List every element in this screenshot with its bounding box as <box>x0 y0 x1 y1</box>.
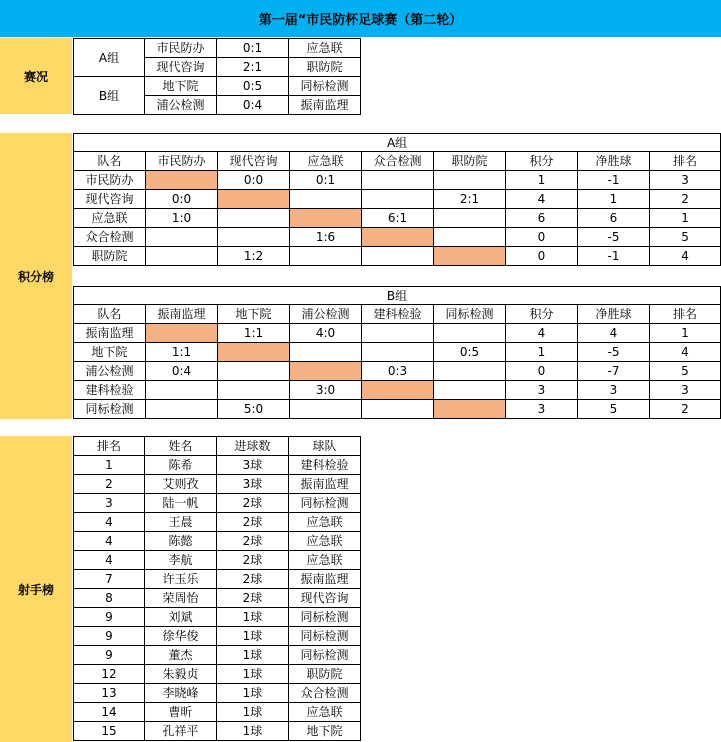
standings-cell <box>362 171 434 190</box>
scorer-row <box>74 494 361 513</box>
standings-cell: 1 <box>506 343 578 362</box>
scorer-name: 朱毅贞 <box>145 665 217 684</box>
header-cell: 球队 <box>289 437 361 456</box>
scorer-name: 董杰 <box>145 646 217 665</box>
team-name-cell: 众合检测 <box>74 228 146 247</box>
standings-cell <box>218 381 290 400</box>
header-cell: 职防院 <box>434 152 506 171</box>
match-away: 应急联 <box>289 39 361 58</box>
standings-cell: 4:0 <box>290 324 362 343</box>
scorer-row <box>74 589 361 608</box>
match-away: 振南监理 <box>289 96 361 115</box>
standings-cell: 1 <box>578 190 650 209</box>
scorer-goals: 3球 <box>217 475 289 494</box>
scorer-row <box>74 475 361 494</box>
top-scorers-table <box>73 436 361 741</box>
standings-cell: 0 <box>506 228 578 247</box>
scorer-row <box>74 608 361 627</box>
header-cell: 进球数 <box>217 437 289 456</box>
scorer-rank: 9 <box>74 608 145 627</box>
scorer-team: 同标检测 <box>289 608 361 627</box>
standings-cell <box>146 228 218 247</box>
scorer-goals: 2球 <box>217 532 289 551</box>
scorer-row <box>74 570 361 589</box>
team-name-cell: 建科检验 <box>74 381 146 400</box>
team-name-cell: 市民防办 <box>74 171 146 190</box>
standings-cell: 1 <box>506 171 578 190</box>
standings-cell: 4 <box>506 190 578 209</box>
standings-cell <box>434 400 506 419</box>
standings-cell: 5 <box>650 362 721 381</box>
scorer-team: 应急联 <box>289 551 361 570</box>
standings-cell: 3 <box>650 381 721 400</box>
scorer-team: 现代咨询 <box>289 589 361 608</box>
section-label-scorers: 射手榜 <box>0 436 72 742</box>
scorer-rank: 9 <box>74 627 145 646</box>
standings-cell <box>218 209 290 228</box>
scorer-name: 荣周怡 <box>145 589 217 608</box>
standings-cell: 3:0 <box>290 381 362 400</box>
standings-cell: 5:0 <box>218 400 290 419</box>
standings-cell <box>362 247 434 266</box>
standings-cell: 4 <box>506 324 578 343</box>
header-cell: 排名 <box>650 152 721 171</box>
standings-cell <box>362 381 434 400</box>
standings-cell <box>434 209 506 228</box>
scorer-team: 众合检测 <box>289 684 361 703</box>
match-away: 职防院 <box>289 58 361 77</box>
scorer-row <box>74 646 361 665</box>
scorer-team: 振南监理 <box>289 475 361 494</box>
scorer-goals: 2球 <box>217 551 289 570</box>
header-cell: 排名 <box>650 305 721 324</box>
standings-row <box>74 324 721 343</box>
group-a-standings-table <box>73 133 721 266</box>
standings-row <box>74 362 721 381</box>
header-cell: 净胜球 <box>578 305 650 324</box>
standings-cell: 6 <box>578 209 650 228</box>
match-score: 0:5 <box>217 77 289 96</box>
standings-cell: 0:0 <box>146 190 218 209</box>
scorer-team: 同标检测 <box>289 646 361 665</box>
scorer-team: 应急联 <box>289 513 361 532</box>
standings-cell: 4 <box>650 343 721 362</box>
scorer-row <box>74 627 361 646</box>
scorer-team: 建科检验 <box>289 456 361 475</box>
scorer-rank: 15 <box>74 722 145 741</box>
scorer-row <box>74 513 361 532</box>
standings-cell: 3 <box>506 400 578 419</box>
standings-row <box>74 247 721 266</box>
standings-cell <box>362 343 434 362</box>
header-cell: 排名 <box>74 437 145 456</box>
team-name-cell: 职防院 <box>74 247 146 266</box>
scorer-name: 艾则孜 <box>145 475 217 494</box>
match-home: 浦公检测 <box>145 96 217 115</box>
scorer-rank: 12 <box>74 665 145 684</box>
page-title: 第一届“市民防杯足球赛（第二轮） <box>0 0 721 37</box>
scorer-goals: 2球 <box>217 589 289 608</box>
group-a-header-row <box>74 152 721 171</box>
standings-cell: -7 <box>578 362 650 381</box>
header-cell: 积分 <box>506 305 578 324</box>
scorer-goals: 2球 <box>217 513 289 532</box>
standings-row <box>74 209 721 228</box>
scorer-row <box>74 703 361 722</box>
scorer-team: 振南监理 <box>289 570 361 589</box>
standings-cell: -1 <box>578 171 650 190</box>
standings-cell: 6 <box>506 209 578 228</box>
match-results-table <box>73 38 361 115</box>
scorer-rank: 2 <box>74 475 145 494</box>
standings-cell <box>290 190 362 209</box>
standings-cell <box>434 381 506 400</box>
scorer-rank: 13 <box>74 684 145 703</box>
scorer-goals: 1球 <box>217 646 289 665</box>
standings-cell: 1:1 <box>218 324 290 343</box>
standings-cell <box>218 228 290 247</box>
standings-cell: 1 <box>650 324 721 343</box>
standings-cell <box>218 190 290 209</box>
standings-cell: 4 <box>578 324 650 343</box>
scorer-name: 陆一帆 <box>145 494 217 513</box>
standings-cell <box>362 190 434 209</box>
scorer-name: 徐华俊 <box>145 627 217 646</box>
standings-cell <box>146 381 218 400</box>
scorer-name: 李航 <box>145 551 217 570</box>
match-home: 地下院 <box>145 77 217 96</box>
scorer-name: 孔祥平 <box>145 722 217 741</box>
scorer-rank: 4 <box>74 513 145 532</box>
standings-cell: 0:1 <box>290 171 362 190</box>
standings-cell: 0:0 <box>218 171 290 190</box>
header-cell: 应急联 <box>290 152 362 171</box>
standings-cell: -1 <box>578 247 650 266</box>
section-label-matches: 赛况 <box>0 38 72 114</box>
standings-cell: 0 <box>506 247 578 266</box>
standings-cell <box>434 171 506 190</box>
standings-cell: 6:1 <box>362 209 434 228</box>
scorer-goals: 1球 <box>217 703 289 722</box>
match-group: B组 <box>74 77 145 115</box>
standings-cell <box>146 171 218 190</box>
scorer-name: 刘斌 <box>145 608 217 627</box>
scorer-name: 李晓峰 <box>145 684 217 703</box>
scorer-goals: 1球 <box>217 627 289 646</box>
team-name-cell: 应急联 <box>74 209 146 228</box>
standings-cell: 1:2 <box>218 247 290 266</box>
header-cell: 姓名 <box>145 437 217 456</box>
standings-cell: 3 <box>506 381 578 400</box>
scorer-goals: 2球 <box>217 494 289 513</box>
standings-cell: 3 <box>578 381 650 400</box>
standings-cell: 1:6 <box>290 228 362 247</box>
team-name-cell: 浦公检测 <box>74 362 146 381</box>
standings-cell: 5 <box>578 400 650 419</box>
scorer-row <box>74 665 361 684</box>
scorer-row <box>74 532 361 551</box>
scorer-rank: 9 <box>74 646 145 665</box>
team-name-cell: 同标检测 <box>74 400 146 419</box>
scorer-rank: 4 <box>74 532 145 551</box>
header-cell: 浦公检测 <box>290 305 362 324</box>
header-cell: 队名 <box>74 152 146 171</box>
standings-cell: 0:5 <box>434 343 506 362</box>
scorer-goals: 1球 <box>217 722 289 741</box>
scorer-team: 应急联 <box>289 703 361 722</box>
standings-cell <box>146 247 218 266</box>
standings-cell <box>290 343 362 362</box>
match-home: 市民防办 <box>145 39 217 58</box>
scorer-rank: 1 <box>74 456 145 475</box>
scorer-name: 陈希 <box>145 456 217 475</box>
standings-cell: 0:3 <box>362 362 434 381</box>
scorer-name: 陈懿 <box>145 532 217 551</box>
standings-cell: 2 <box>650 400 721 419</box>
header-cell: 众合检测 <box>362 152 434 171</box>
scorer-name: 曹昕 <box>145 703 217 722</box>
scorer-team: 同标检测 <box>289 627 361 646</box>
match-home: 现代咨询 <box>145 58 217 77</box>
match-away: 同标检测 <box>289 77 361 96</box>
standings-row <box>74 171 721 190</box>
scorer-row <box>74 722 361 741</box>
standings-cell: 5 <box>650 228 721 247</box>
standings-cell <box>218 343 290 362</box>
scorer-row <box>74 684 361 703</box>
scorer-rank: 7 <box>74 570 145 589</box>
header-cell: 市民防办 <box>146 152 218 171</box>
scorer-rank: 3 <box>74 494 145 513</box>
team-name-cell: 地下院 <box>74 343 146 362</box>
scorer-rank: 4 <box>74 551 145 570</box>
standings-cell <box>362 324 434 343</box>
group-a-title: A组 <box>74 134 721 152</box>
scorer-name: 王晨 <box>145 513 217 532</box>
standings-cell <box>218 362 290 381</box>
header-cell: 队名 <box>74 305 146 324</box>
header-cell: 建科检验 <box>362 305 434 324</box>
standings-cell <box>146 400 218 419</box>
scorer-team: 地下院 <box>289 722 361 741</box>
scorers-header-row <box>74 437 361 456</box>
scorer-team: 职防院 <box>289 665 361 684</box>
scorer-team: 应急联 <box>289 532 361 551</box>
header-cell: 振南监理 <box>146 305 218 324</box>
standings-cell: -5 <box>578 343 650 362</box>
standings-cell: 4 <box>650 247 721 266</box>
standings-cell <box>434 247 506 266</box>
standings-cell: 1:0 <box>146 209 218 228</box>
standings-cell <box>146 324 218 343</box>
scorer-goals: 1球 <box>217 684 289 703</box>
standings-row <box>74 343 721 362</box>
standings-cell <box>362 228 434 247</box>
match-score: 2:1 <box>217 58 289 77</box>
standings-cell <box>290 400 362 419</box>
header-cell: 现代咨询 <box>218 152 290 171</box>
standings-cell <box>290 362 362 381</box>
match-score: 0:4 <box>217 96 289 115</box>
header-cell: 积分 <box>506 152 578 171</box>
standings-row <box>74 400 721 419</box>
scorer-rank: 14 <box>74 703 145 722</box>
standings-cell <box>434 228 506 247</box>
scorer-row <box>74 456 361 475</box>
group-b-title: B组 <box>74 287 721 305</box>
match-group: A组 <box>74 39 145 77</box>
scorer-goals: 2球 <box>217 570 289 589</box>
team-name-cell: 振南监理 <box>74 324 146 343</box>
standings-cell <box>290 209 362 228</box>
group-b-standings-table <box>73 286 721 419</box>
standings-row <box>74 381 721 400</box>
header-cell: 净胜球 <box>578 152 650 171</box>
match-score: 0:1 <box>217 39 289 58</box>
header-cell: 同标检测 <box>434 305 506 324</box>
team-name-cell: 现代咨询 <box>74 190 146 209</box>
standings-cell <box>434 362 506 381</box>
standings-row <box>74 190 721 209</box>
standings-cell: 0 <box>506 362 578 381</box>
scorer-team: 同标检测 <box>289 494 361 513</box>
standings-cell: 2 <box>650 190 721 209</box>
standings-cell <box>290 247 362 266</box>
standings-cell: 2:1 <box>434 190 506 209</box>
scorer-rank: 8 <box>74 589 145 608</box>
standings-cell: 1:1 <box>146 343 218 362</box>
standings-cell: 1 <box>650 209 721 228</box>
standings-row <box>74 228 721 247</box>
scorer-row <box>74 551 361 570</box>
scorer-goals: 1球 <box>217 608 289 627</box>
scorer-goals: 3球 <box>217 456 289 475</box>
standings-cell: 0:4 <box>146 362 218 381</box>
scorer-goals: 1球 <box>217 665 289 684</box>
group-b-header-row <box>74 305 721 324</box>
standings-cell: 3 <box>650 171 721 190</box>
section-label-standings: 积分榜 <box>0 133 72 419</box>
standings-cell <box>434 324 506 343</box>
standings-cell <box>362 400 434 419</box>
header-cell: 地下院 <box>218 305 290 324</box>
standings-cell: -5 <box>578 228 650 247</box>
scorer-name: 许玉乐 <box>145 570 217 589</box>
